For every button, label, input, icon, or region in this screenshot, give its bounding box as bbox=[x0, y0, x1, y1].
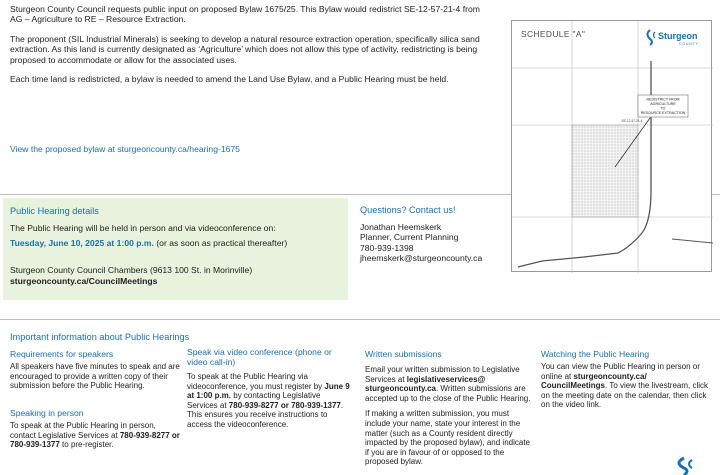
video-text-2: by contacting Legislative Services at bbox=[187, 391, 321, 410]
intro-paragraph-2: The proponent (SIL Industrial Minerals) is seeking to develop a natural resource extraction operation, specifically silica sand extraction. As this land is currently designated as ‘Agriculture’ which does not allow this type of activity, redistricting is being proposed to accommodate or allow for the associated uses. bbox=[10, 33, 480, 65]
intro-paragraph-3: Each time land is redistricted, a bylaw is needed to amend the Land Use Bylaw, and a Public Hearing must be held. bbox=[10, 74, 449, 85]
col-speakers-title: Requirements for speakers bbox=[10, 349, 114, 359]
col-video-text bbox=[187, 372, 352, 430]
col-watching-text bbox=[541, 362, 713, 410]
schedule-a-map bbox=[511, 20, 712, 272]
speakers-requirements: All speakers have five minutes to speak and are encouraged to provide a written copy of their submission before the Public Hearing. bbox=[10, 362, 180, 391]
sturgeon-logo-icon bbox=[648, 30, 699, 46]
col-watching-title: Watching the Public Hearing bbox=[541, 349, 650, 359]
in-person-text-1: To speak at the Public Hearing in person, contact Legislative Services at bbox=[10, 421, 156, 440]
schedule-label: SCHEDULE "A" bbox=[521, 29, 586, 39]
hearing-date-bold: Tuesday, June 10, 2025 at 1:00 p.m. bbox=[10, 238, 154, 248]
public-hearing-box bbox=[3, 198, 348, 300]
callout-line-1: REDISTRICT FROM bbox=[646, 97, 680, 102]
watching-text-1: You can view the Public Hearing in person or online at bbox=[541, 362, 700, 381]
hearing-location-block bbox=[10, 265, 340, 286]
hearing-location: Sturgeon County Council Chambers (9613 100 St. in Morinville) bbox=[10, 265, 253, 275]
hearing-date-rest: (or as soon as practical thereafter) bbox=[153, 238, 288, 248]
speaking-in-person-text bbox=[10, 421, 182, 450]
contact-role: Planner, Current Planning bbox=[360, 232, 459, 243]
video-deadline: June 9 at 1:00 p.m. bbox=[187, 381, 350, 401]
important-info-title: Important information about Public Hearings bbox=[10, 332, 190, 342]
written-text-1: Email your written submission to Legislative Services at bbox=[365, 365, 520, 384]
callout-line-4: RESOURCE EXTRACTION bbox=[640, 111, 686, 115]
speaking-in-person-title: Speaking in person bbox=[10, 408, 84, 418]
col-written-text bbox=[365, 365, 535, 473]
written-paragraph-2: If making a written submission, you must include your name, state your interest in the matter (such as a County resident directly impacted by the proposed bylaw), and indicate if you are in favour of or opposed to the proposed bylaw. bbox=[365, 409, 530, 467]
parcel-hatched-area bbox=[572, 125, 638, 217]
hearing-title: Public Hearing details bbox=[10, 206, 99, 216]
parcel-label: SE-12-57-21-4 bbox=[621, 119, 643, 123]
callout-line-2: AGRICULTURE bbox=[650, 102, 676, 106]
col-written-title: Written submissions bbox=[365, 349, 442, 359]
video-text-1: To speak at the Public Hearing via videoconference, you must register by bbox=[187, 372, 325, 391]
col-speakers-text bbox=[10, 362, 182, 397]
watching-text-2: . To view the livestream, click on the meeting date on the calendar, then click on the video link. bbox=[541, 381, 709, 410]
video-phones[interactable]: 780-939-8277 or 780-939-1377 bbox=[228, 400, 341, 410]
intro-block bbox=[10, 4, 490, 93]
written-paragraph-1 bbox=[365, 365, 535, 403]
callout-line-3: TO bbox=[660, 106, 666, 111]
contact-phone[interactable]: 780-939-1398 bbox=[360, 242, 414, 253]
in-person-text-2: to pre-register. bbox=[59, 440, 114, 450]
intro-paragraph-1: Sturgeon County Council requests public input on proposed Bylaw 1675/25. This Bylaw would redistrict SE-12-57-21-4 from AG – Agriculture to RE – Resource Extraction. bbox=[10, 4, 480, 25]
contact-name: Jonathan Heemskerk bbox=[360, 222, 442, 232]
view-bylaw-link[interactable]: View the proposed bylaw at sturgeoncounty.ca/hearing-1675 bbox=[10, 144, 240, 154]
council-meetings-link[interactable]: sturgeoncounty.ca/CouncilMeetings bbox=[10, 275, 158, 286]
questions-title: Questions? Contact us! bbox=[360, 205, 456, 215]
watching-link[interactable]: sturgeoncounty.ca/ CouncilMeetings bbox=[541, 371, 647, 391]
logo-subtitle: COUNTY bbox=[679, 42, 699, 46]
col-video-title: Speak via video conference (phone or video call-in) bbox=[187, 347, 332, 368]
questions-contact bbox=[360, 205, 510, 264]
sturgeon-corner-logo-icon bbox=[670, 455, 716, 475]
logo-wordmark: Sturgeon bbox=[658, 31, 698, 41]
map-graphic bbox=[512, 21, 713, 273]
in-person-phones[interactable]: 780-939-8277 or 780-939-1377 bbox=[10, 430, 180, 450]
video-text-3: . This ensures you receive instructions to access the videoconference. bbox=[187, 400, 344, 429]
written-text-2: . Written submissions are accepted up to the close of the Public Hearing. bbox=[365, 384, 531, 403]
written-email[interactable]: legislativeservices@ sturgeoncounty.ca bbox=[365, 374, 486, 394]
contact-email[interactable]: jheemskerk@sturgeoncounty.ca bbox=[360, 253, 483, 264]
divider-middle bbox=[0, 319, 720, 320]
hearing-text: The Public Hearing will be held in person and via videoconference on: bbox=[10, 223, 276, 233]
hearing-date bbox=[10, 238, 330, 249]
